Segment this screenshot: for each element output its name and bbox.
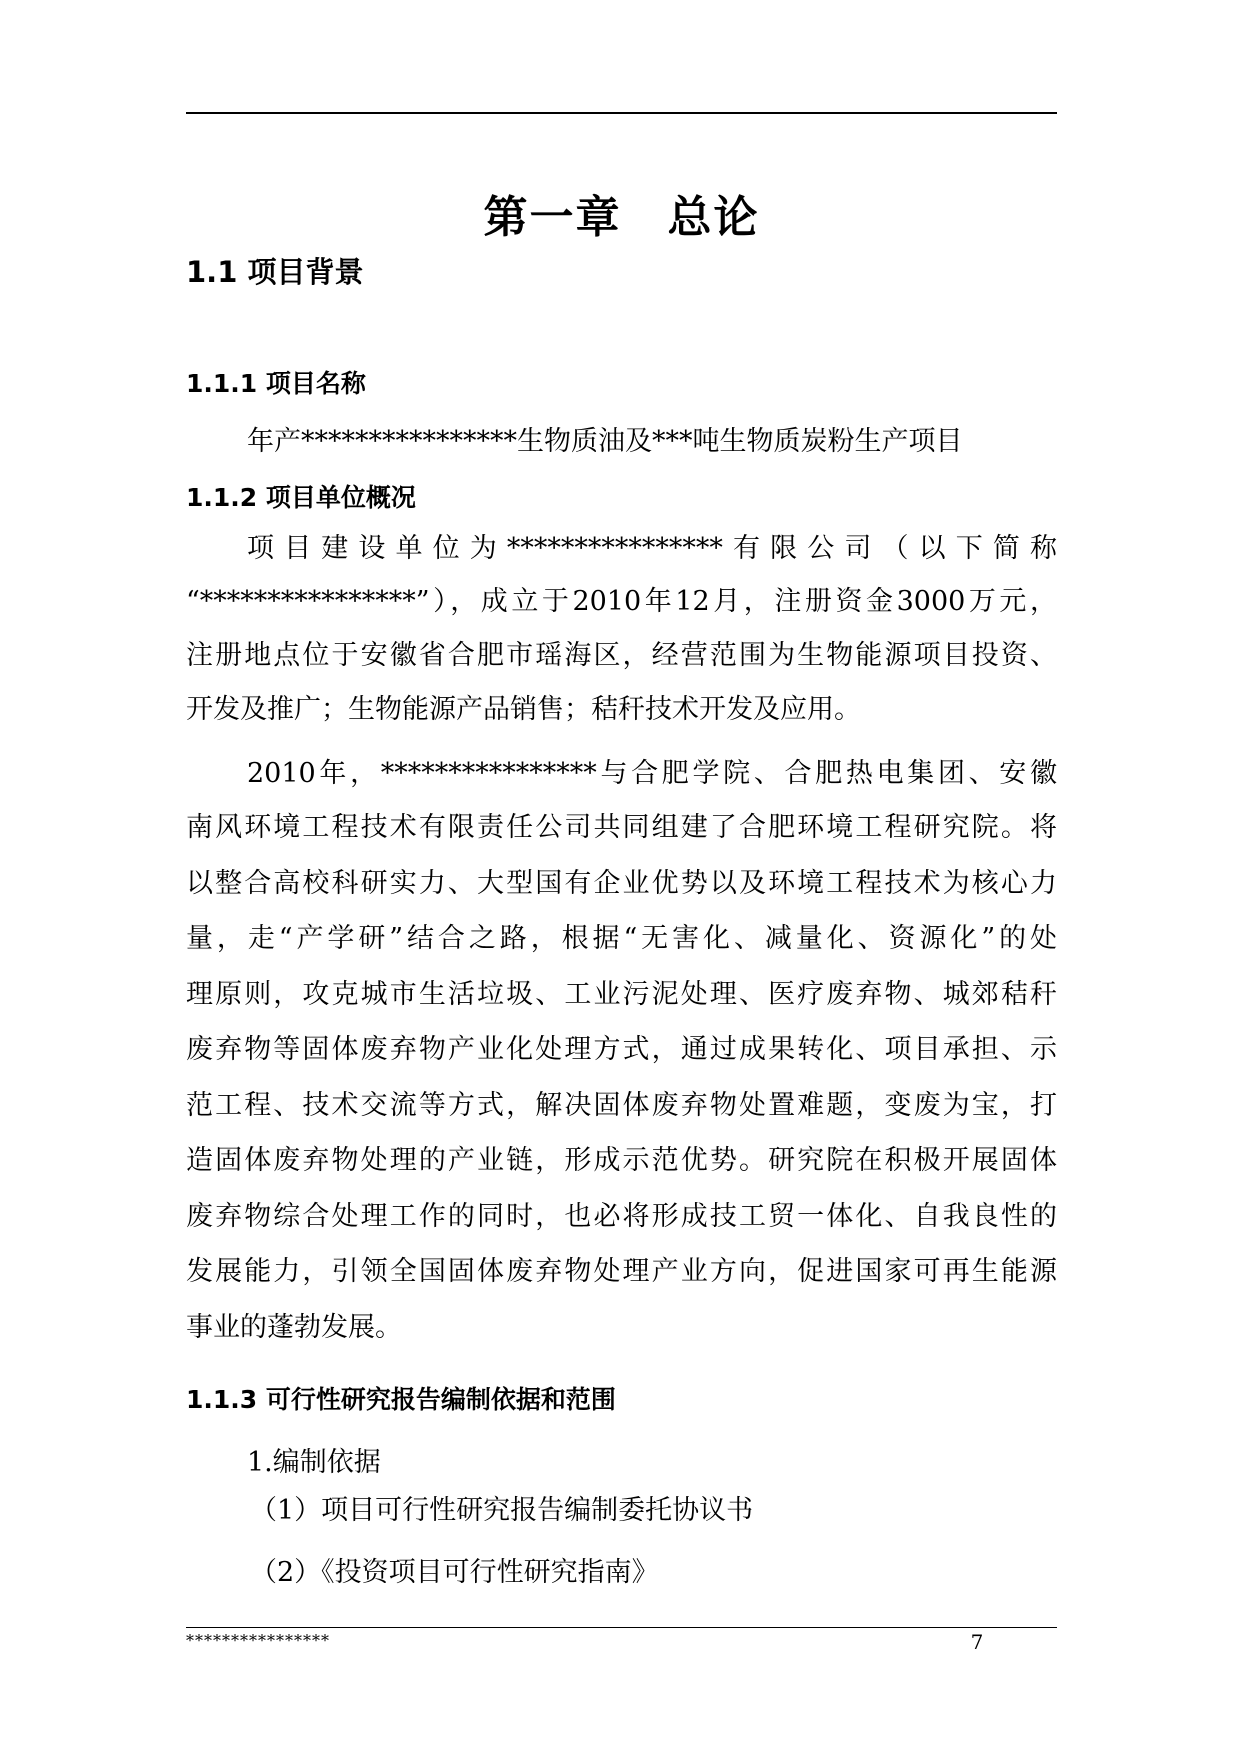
paragraph-line: 发展能力，引领全国固体废弃物处理产业方向，促进国家可再生能源 — [186, 1256, 1057, 1287]
paragraph-line: 造固体废弃物处理的产业链，形成示范优势。研究院在积极开展固体 — [186, 1145, 1057, 1176]
paragraph-line: 范工程、技术交流等方式，解决固体废弃物处置难题，变废为宝，打 — [186, 1090, 1057, 1121]
subsection-heading-1-1-1: 1.1.1 项目名称 — [186, 369, 366, 398]
paragraph-line: 项目建设单位为****************有限公司（以下简称 — [247, 533, 1057, 564]
paragraph-line: 理原则，攻克城市生活垃圾、工业污泥处理、医疗废弃物、城郊秸秆 — [186, 979, 1057, 1010]
paragraph-line: 注册地点位于安徽省合肥市瑶海区，经营范围为生物能源项目投资、 — [186, 640, 1057, 671]
paragraph-line: “****************”），成立于2010年12月，注册资金3000万元， — [186, 586, 1057, 617]
paragraph-line: 开发及推广；生物能源产品销售；秸秆技术开发及应用。 — [186, 694, 861, 725]
subsection-heading-1-1-3: 1.1.3 可行性研究报告编制依据和范围 — [186, 1385, 616, 1414]
footer-rule — [186, 1627, 1057, 1628]
header-rule — [186, 112, 1057, 114]
list-item: （2）《投资项目可行性研究指南》 — [250, 1557, 659, 1588]
paragraph-line: 废弃物等固体废弃物产业化处理方式，通过成果转化、项目承担、示 — [186, 1034, 1057, 1065]
list-item: （1）项目可行性研究报告编制委托协议书 — [250, 1495, 754, 1526]
paragraph-line: 量，走“产学研”结合之路，根据“无害化、减量化、资源化”的处 — [186, 923, 1057, 954]
footer-company: **************** — [186, 1631, 330, 1650]
subsection-heading-1-1-2: 1.1.2 项目单位概况 — [186, 483, 416, 512]
chapter-title: 第一章 总论 — [483, 192, 760, 243]
paragraph-line: 南风环境工程技术有限责任公司共同组建了合肥环境工程研究院。将 — [186, 812, 1057, 843]
paragraph-line: 以整合高校科研实力、大型国有企业优势以及环境工程技术为核心力 — [186, 868, 1057, 899]
paragraph-line: 2010年，****************与合肥学院、合肥热电集团、安徽 — [247, 758, 1057, 789]
page-number: 7 — [970, 1630, 984, 1654]
paragraph-line: 废弃物综合处理工作的同时，也必将形成技工贸一体化、自我良性的 — [186, 1201, 1057, 1232]
project-name-line: 年产****************生物质油及***吨生物质炭粉生产项目 — [247, 426, 963, 457]
section-heading-1-1: 1.1 项目背景 — [186, 255, 364, 289]
list-title: 1.编制依据 — [247, 1447, 381, 1478]
paragraph-line: 事业的蓬勃发展。 — [186, 1312, 402, 1343]
